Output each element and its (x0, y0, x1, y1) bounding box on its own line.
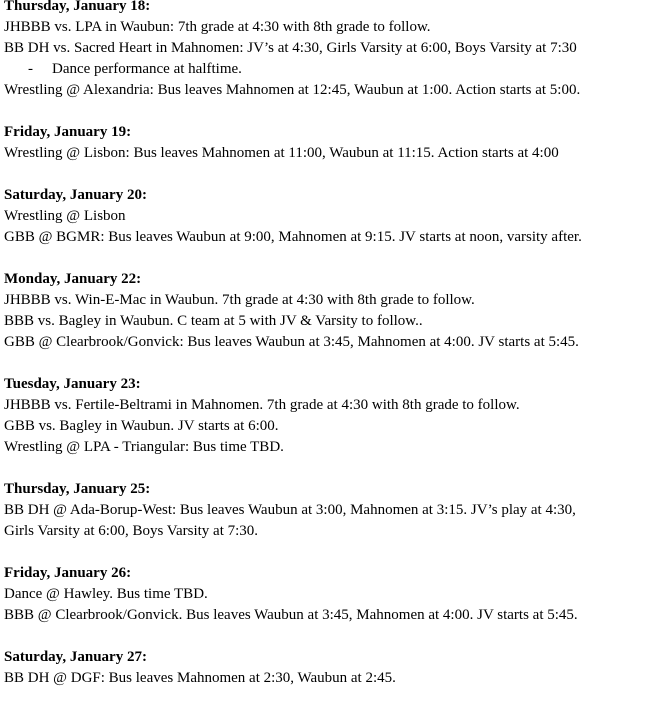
bullet-item (4, 59, 669, 80)
day-section-jan-22 (4, 269, 669, 353)
event-line: Dance @ Hawley. Bus time TBD. (4, 586, 208, 602)
day-heading: Tuesday, January 23: (4, 376, 141, 392)
section-spacer (4, 164, 669, 185)
day-section-jan-19 (4, 122, 669, 164)
event-line: JHBBB vs. Win-E-Mac in Waubun. 7th grade at 4:30 with 8th grade to follow. (4, 292, 475, 308)
event-line: BB DH @ Ada-Borup-West: Bus leaves Waubun at 3:00, Mahnomen at 3:15. JV’s play at 4:30, (4, 502, 576, 518)
schedule-document (4, 0, 669, 689)
day-heading: Saturday, January 20: (4, 187, 147, 203)
day-heading: Monday, January 22: (4, 271, 142, 287)
bullet-text: Dance performance at halftime. (52, 61, 242, 77)
day-section-jan-27 (4, 647, 669, 689)
day-section-jan-18 (4, 0, 669, 101)
day-section-jan-25 (4, 479, 669, 542)
day-section-jan-20 (4, 185, 669, 248)
day-heading: Friday, January 26: (4, 565, 132, 581)
section-spacer (4, 101, 669, 122)
day-heading: Thursday, January 18: (4, 0, 151, 14)
event-line: Wrestling @ Alexandria: Bus leaves Mahnomen at 12:45, Waubun at 1:00. Action starts at 5:00. (4, 82, 581, 98)
section-spacer (4, 458, 669, 479)
event-line: BBB vs. Bagley in Waubun. C team at 5 with JV & Varsity to follow.. (4, 313, 423, 329)
event-line: Girls Varsity at 6:00, Boys Varsity at 7:30. (4, 523, 259, 539)
day-section-jan-23 (4, 374, 669, 458)
section-spacer (4, 542, 669, 563)
day-section-jan-26 (4, 563, 669, 626)
section-spacer (4, 626, 669, 647)
event-line: Wrestling @ Lisbon: Bus leaves Mahnomen at 11:00, Waubun at 11:15. Action starts at 4:00 (4, 145, 559, 161)
day-heading: Thursday, January 25: (4, 481, 151, 497)
event-line: JHBBB vs. Fertile-Beltrami in Mahnomen. 7th grade at 4:30 with 8th grade to follow. (4, 397, 520, 413)
event-line: BB DH @ DGF: Bus leaves Mahnomen at 2:30, Waubun at 2:45. (4, 670, 396, 686)
event-line: JHBBB vs. LPA in Waubun: 7th grade at 4:30 with 8th grade to follow. (4, 19, 431, 35)
bullet-dash: - (28, 61, 33, 77)
event-line: BB DH vs. Sacred Heart in Mahnomen: JV’s at 4:30, Girls Varsity at 6:00, Boys Varsity at 7:30 (4, 40, 577, 56)
event-line: GBB @ BGMR: Bus leaves Waubun at 9:00, Mahnomen at 9:15. JV starts at noon, varsity after. (4, 229, 582, 245)
section-spacer (4, 353, 669, 374)
event-line: GBB vs. Bagley in Waubun. JV starts at 6:00. (4, 418, 279, 434)
day-heading: Friday, January 19: (4, 124, 132, 140)
event-line: Wrestling @ Lisbon (4, 208, 126, 224)
day-heading: Saturday, January 27: (4, 649, 147, 665)
event-line: BBB @ Clearbrook/Gonvick. Bus leaves Waubun at 3:45, Mahnomen at 4:00. JV starts at 5:45. (4, 607, 578, 623)
event-line: GBB @ Clearbrook/Gonvick: Bus leaves Waubun at 3:45, Mahnomen at 4:00. JV starts at 5:45. (4, 334, 579, 350)
event-line: Wrestling @ LPA - Triangular: Bus time TBD. (4, 439, 284, 455)
section-spacer (4, 248, 669, 269)
